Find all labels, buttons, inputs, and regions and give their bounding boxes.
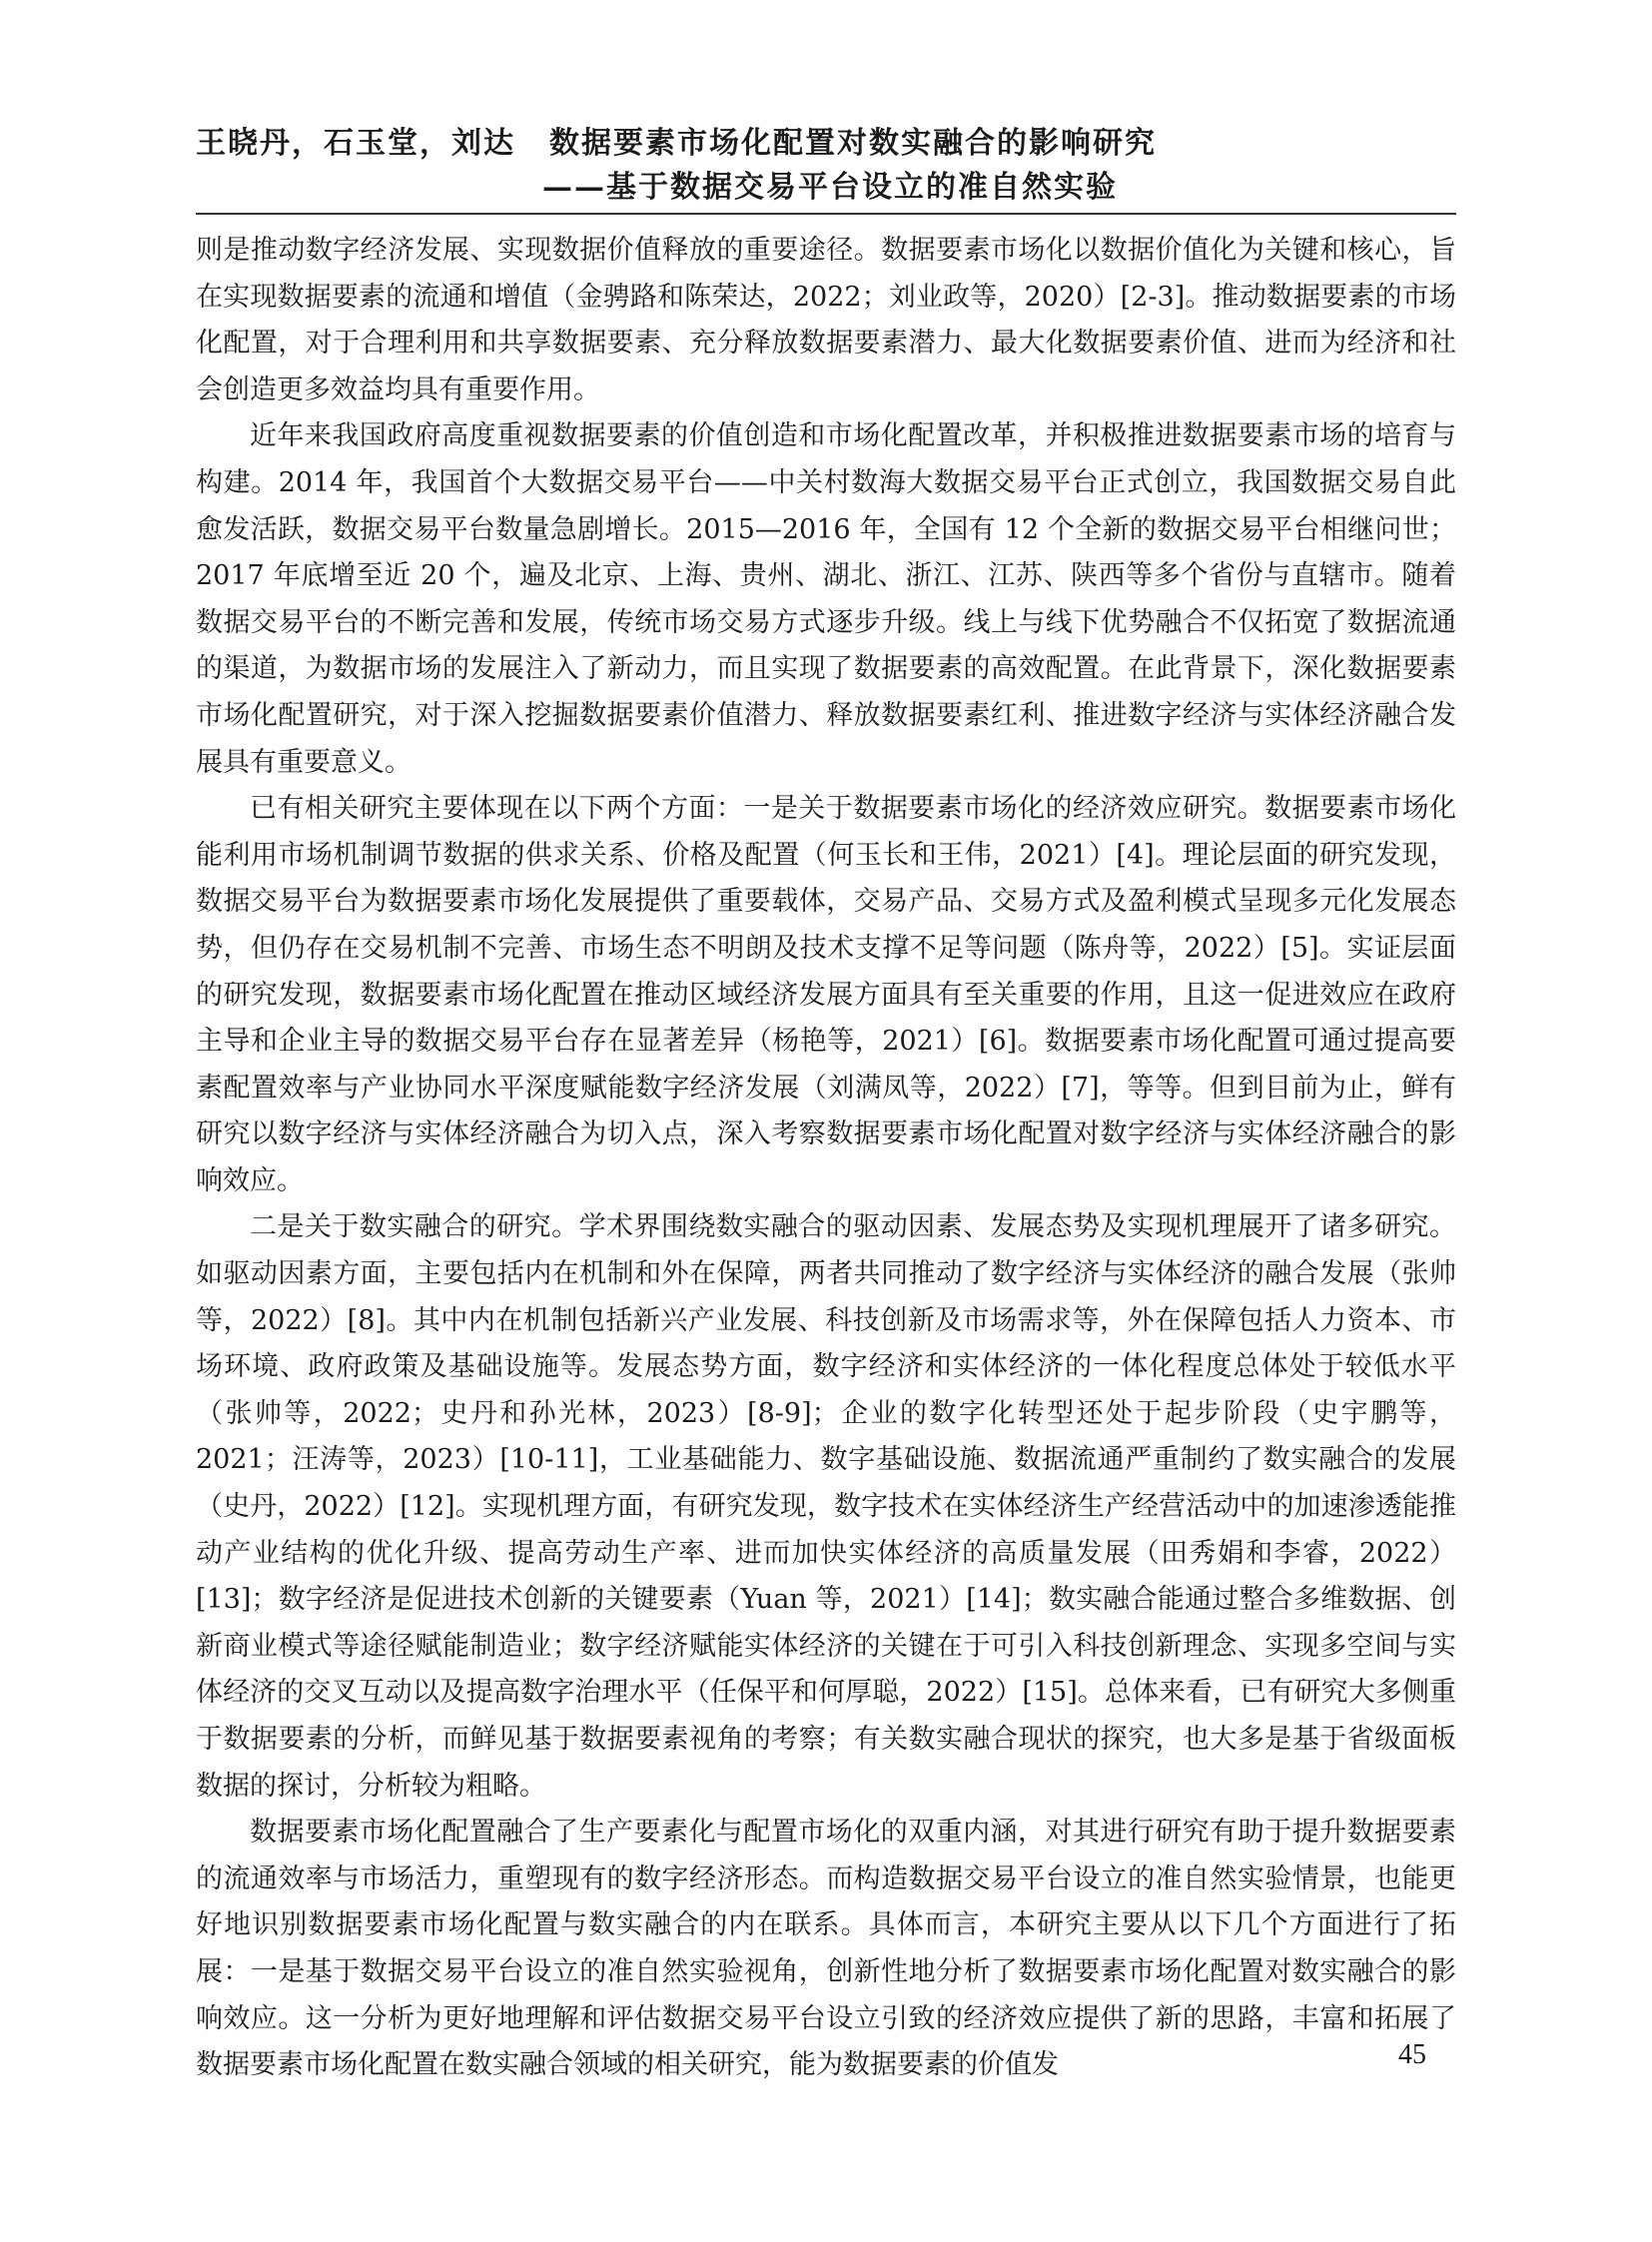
paragraph-continued: 则是推动数字经济发展、实现数据价值释放的重要途径。数据要素市场化以数据价值化为关键和核心，旨在实现数据要素的流通和增值（金骋路和陈荣达，2022；刘业政等，2020）[2-3]。推动数据要素的市场化配置，对于合理利用和共享数据要素、充分释放数据要素潜力、最大化数据要素价值、进而为经济和社会创造更多效益均具有重要作用。	[196, 235, 1456, 405]
header-rule	[196, 213, 1456, 215]
header-subtitle: ——基于数据交易平台设立的准自然实验	[542, 170, 1118, 205]
paragraph: 近年来我国政府高度重视数据要素的价值创造和市场化配置改革，并积极推进数据要素市场的培育与构建。2014 年，我国首个大数据交易平台——中关村数海大数据交易平台正式创立，我国数据交易自此愈发活跃，数据交易平台数量急剧增长。2015—2016 年，全国有 12 个全新的数据交易平台相继问世；2017 年底增至近 20 个，遍及北京、上海、贵州、湖北、浙江、江苏、陕西等多个省份与直辖市。随着数据交易平台的不断完善和发展，传统市场交易方式逐步升级。线上与线下优势融合不仅拓宽了数据流通的渠道，为数据市场的发展注入了新动力，而且实现了数据要素的高效配置。在此背景下，深化数据要素市场化配置研究，对于深入挖掘数据要素价值潜力、释放数据要素红利、推进数字经济与实体经济融合发展具有重要意义。	[196, 420, 1456, 778]
running-header	[0, 118, 1652, 218]
header-authors: 王晓丹，石玉堂，刘达	[196, 126, 515, 161]
paragraph: 数据要素市场化配置融合了生产要素化与配置市场化的双重内涵，对其进行研究有助于提升数据要素的流通效率与市场活力，重塑现有的数字经济形态。而构造数据交易平台设立的准自然实验情景，也能更好地识别数据要素市场化配置与数实融合的内在联系。具体而言，本研究主要从以下几个方面进行了拓展：一是基于数据交易平台设立的准自然实验视角，创新性地分析了数据要素市场化配置对数实融合的影响效应。这一分析为更好地理解和评估数据交易平台设立引致的经济效应提供了新的思路，丰富和拓展了数据要素市场化配置在数实融合领域的相关研究，能为数据要素的价值发	[196, 1817, 1456, 2081]
header-title: 数据要素市场化配置对数实融合的影响研究	[549, 126, 1157, 161]
header-line-authors-title	[196, 118, 1157, 162]
page-number: 45	[1398, 2039, 1426, 2070]
paragraph: 已有相关研究主要体现在以下两个方面：一是关于数据要素市场化的经济效应研究。数据要素市场化能利用市场机制调节数据的供求关系、价格及配置（何玉长和王伟，2021）[4]。理论层面的研究发现，数据交易平台为数据要素市场化发展提供了重要载体，交易产品、交易方式及盈利模式呈现多元化发展态势，但仍存在交易机制不完善、市场生态不明朗及技术支撑不足等问题（陈舟等，2022）[5]。实证层面的研究发现，数据要素市场化配置在推动区域经济发展方面具有至关重要的作用，且这一促进效应在政府主导和企业主导的数据交易平台存在显著差异（杨艳等，2021）[6]。数据要素市场化配置可通过提高要素配置效率与产业协同水平深度赋能数字经济发展（刘满凤等，2022）[7]，等等。但到目前为止，鲜有研究以数字经济与实体经济融合为切入点，深入考察数据要素市场化配置对数字经济与实体经济融合的影响效应。	[196, 793, 1456, 1196]
article-body	[196, 228, 1456, 2089]
paragraph: 二是关于数实融合的研究。学术界围绕数实融合的驱动因素、发展态势及实现机理展开了诸多研究。如驱动因素方面，主要包括内在机制和外在保障，两者共同推动了数字经济与实体经济的融合发展（张帅等，2022）[8]。其中内在机制包括新兴产业发展、科技创新及市场需求等，外在保障包括人力资本、市场环境、政府政策及基础设施等。发展态势方面，数字经济和实体经济的一体化程度总体处于较低水平（张帅等，2022；史丹和孙光林，2023）[8-9]；企业的数字化转型还处于起步阶段（史宇鹏等，2021；汪涛等，2023）[10-11]，工业基础能力、数字基础设施、数据流通严重制约了数实融合的发展（史丹，2022）[12]。实现机理方面，有研究发现，数字技术在实体经济生产经营活动中的加速渗透能推动产业结构的优化升级、提高劳动生产率、进而加快实体经济的高质量发展（田秀娟和李睿，2022）[13]；数字经济是促进技术创新的关键要素（Yuan 等，2021）[14]；数实融合能通过整合多维数据、创新商业模式等途径赋能制造业；数字经济赋能实体经济的关键在于可引入科技创新理念、实现多空间与实体经济的交叉互动以及提高数字治理水平（任保平和何厚聪，2022）[15]。总体来看，已有研究大多侧重于数据要素的分析，而鲜见基于数据要素视角的考察；有关数实融合现状的探究，也大多是基于省级面板数据的探讨，分析较为粗略。	[196, 1211, 1456, 1802]
